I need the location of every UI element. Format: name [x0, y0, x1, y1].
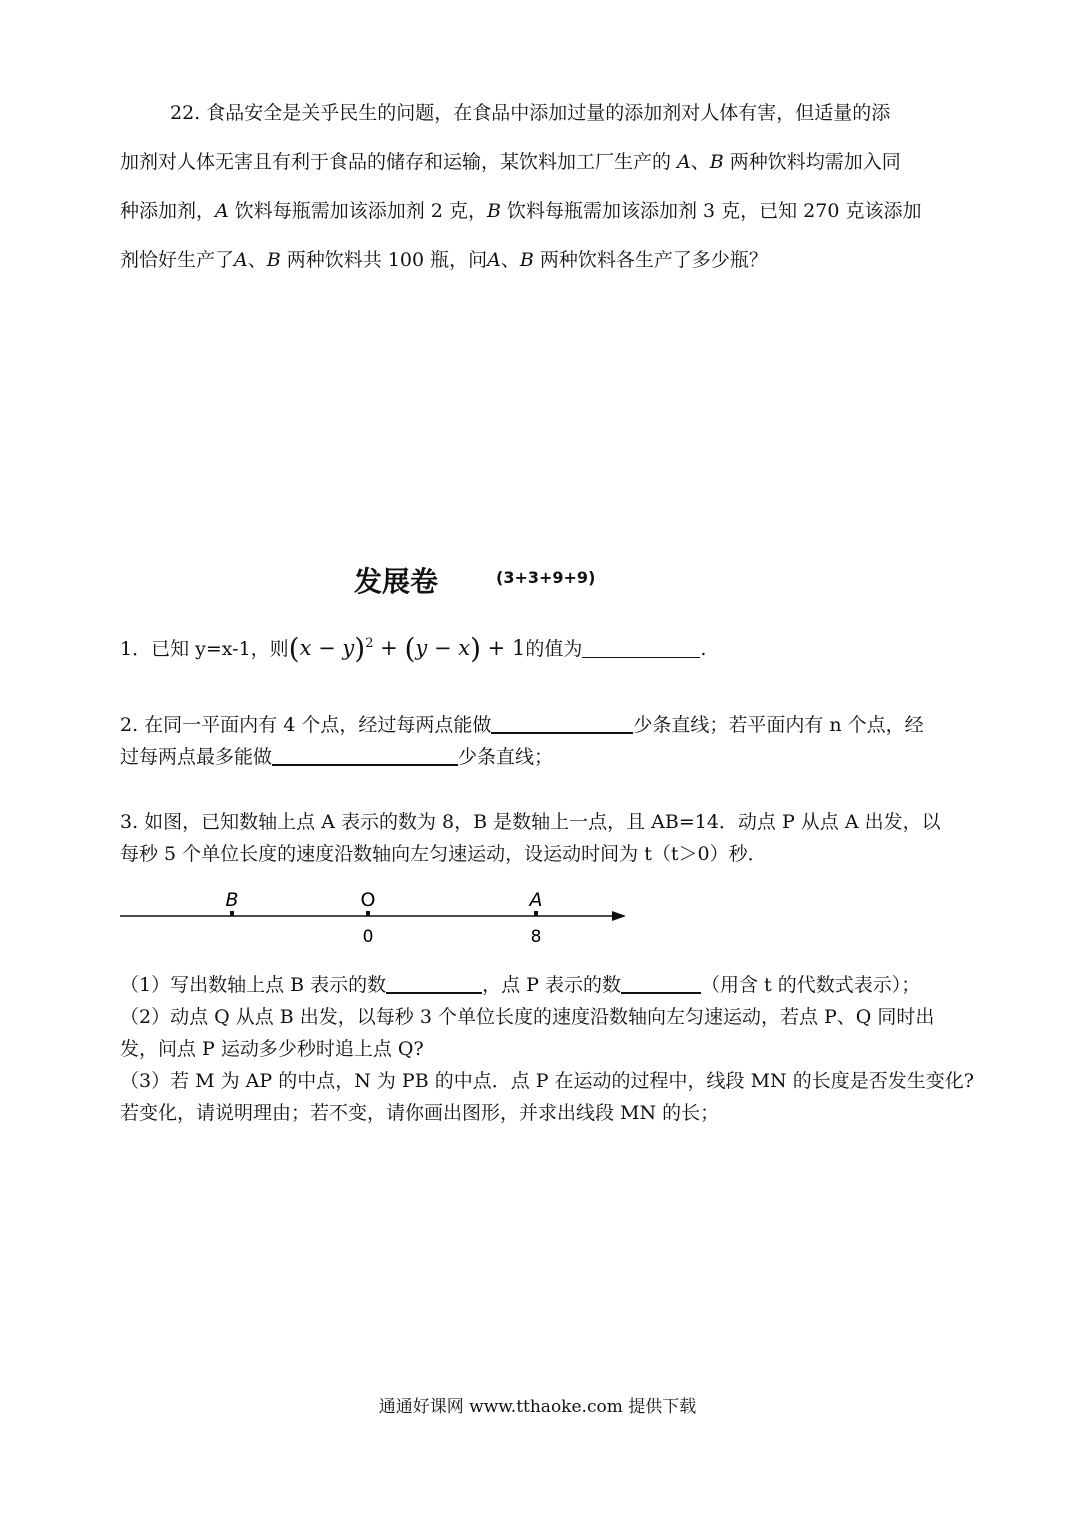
tick-label-0: 0 — [362, 927, 374, 947]
tick-label-8: 8 — [530, 927, 542, 947]
q3-line-1: 3. 如图，已知数轴上点 A 表示的数为 8，B 是数轴上一点，且 AB=14．动点 P 从点 A 出发，以 — [120, 811, 941, 833]
q2-line-2: 过每两点最多能做 少条直线； — [120, 746, 554, 768]
q1-line: 1．已知 y=x-1，则$(x - y)^2 + (y - x) + 1$的值为 . — [120, 632, 707, 665]
q3-sub1-blank-2[interactable] — [621, 974, 701, 994]
q3-sub1-line: （1）写出数轴上点 B 表示的数 ，点 P 表示的数 （用含 t 的代数式表示）； — [120, 974, 921, 996]
q22-number: 22. — [170, 102, 201, 124]
q3-sub2-line-1: （2）动点 Q 从点 B 出发，以每秒 3 个单位长度的速度沿数轴向左匀速运动，若点 P、Q 同时出 — [120, 1006, 935, 1028]
q1-answer-blank[interactable] — [582, 639, 700, 658]
q22-line-3: 种添加剂，A 饮料每瓶需加该添加剂 2 克，B 饮料每瓶需加该添加剂 3 克，已知 270 克该添加 — [120, 200, 922, 222]
section-title: 发展卷 — [354, 565, 439, 598]
label-B: B — [225, 889, 239, 911]
q3-sub1-blank-1[interactable] — [386, 974, 482, 994]
tick-B — [230, 911, 234, 916]
section-score: (3+3+9+9) — [496, 568, 596, 587]
q22-line-4: 剂恰好生产了A、B 两种饮料共 100 瓶，问A、B 两种饮料各生产了多少瓶？ — [120, 249, 768, 271]
tick-A — [534, 911, 538, 916]
number-line-diagram — [118, 884, 638, 950]
q3-sub2-line-2: 发，问点 P 运动多少秒时追上点 Q? — [120, 1038, 424, 1060]
q22-line-1: 22. 食品安全是关乎民生的问题，在食品中添加过量的添加剂对人体有害，但适量的添 — [170, 102, 891, 124]
number-line-arrow — [612, 911, 626, 921]
label-O: O — [360, 889, 376, 911]
q3-line-2: 每秒 5 个单位长度的速度沿数轴向左匀速运动，设运动时间为 t（t＞0）秒． — [120, 843, 767, 865]
page-footer: 通通好课网 www.tthaoke.com 提供下载 — [378, 1397, 697, 1417]
label-A: A — [529, 889, 543, 911]
q2-line-1: 2. 在同一平面内有 4 个点，经过每两点能做 少条直线；若平面内有 n 个点，经 — [120, 714, 924, 736]
tick-O — [366, 911, 370, 916]
q3-sub3-line-2: 若变化，请说明理由；若不变，请你画出图形，并求出线段 MN 的长； — [120, 1102, 720, 1124]
q2-answer-blank-2[interactable] — [272, 746, 458, 766]
q1-expression: $(x - y)^2 + (y - x) + 1$ — [288, 632, 526, 665]
q2-answer-blank-1[interactable] — [491, 714, 633, 734]
q3-sub3-line-1: （3）若 M 为 AP 的中点，N 为 PB 的中点．点 P 在运动的过程中，线段 MN 的长度是否发生变化? — [120, 1070, 974, 1092]
q22-line-2: 加剂对人体无害且有利于食品的储存和运输，某饮料加工厂生产的 A、B 两种饮料均需加入同 — [120, 151, 901, 173]
